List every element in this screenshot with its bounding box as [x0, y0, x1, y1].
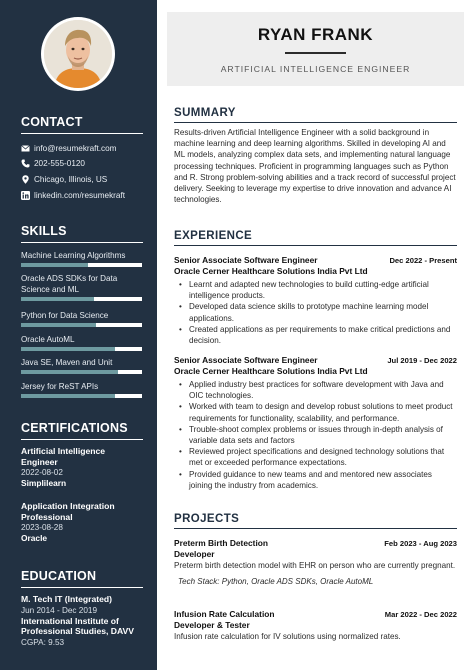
experience-section: [174, 230, 457, 246]
job-header: [174, 355, 457, 366]
main-content: [157, 0, 474, 670]
skill-bar: [21, 347, 142, 351]
certifications-section: [21, 421, 143, 440]
portrait-illustration: [44, 20, 112, 88]
skill-label: Jersey for ReST APIs: [21, 382, 99, 391]
summary-section: [174, 107, 457, 205]
contact-divider: [21, 133, 143, 134]
location-text: Chicago, Illinois, US: [34, 175, 108, 184]
project-description: Preterm birth detection model with EHR on person who are currently pregnant.: [174, 561, 456, 570]
skill-label: Java SE, Maven and Unit: [21, 358, 113, 367]
list-item: • Reviewed project specifications and designed technology solutions that met or exceeded performance expectations.: [174, 446, 457, 468]
skill-item: [21, 310, 142, 327]
skill-bar: [21, 394, 142, 398]
certification-org: Simplilearn: [21, 478, 67, 488]
linkedin-icon: [21, 191, 30, 200]
certifications-heading: CERTIFICATIONS: [21, 421, 128, 435]
projects-divider: [174, 528, 457, 529]
education-heading: EDUCATION: [21, 569, 97, 583]
education-item: [21, 594, 143, 648]
job-company: Oracle Cerner Healthcare Solutions India Pvt Ltd: [174, 366, 368, 376]
project-name: Infusion Rate Calculation: [174, 609, 275, 619]
email-text[interactable]: info@resumekraft.com: [34, 144, 117, 153]
skill-item: [21, 273, 142, 301]
job-dates: Jul 2019 - Dec 2022: [387, 356, 457, 365]
skill-label: Machine Learning Algorithms: [21, 251, 126, 260]
contact-linkedin[interactable]: [21, 191, 125, 200]
projects-heading: PROJECTS: [174, 513, 240, 525]
certification-name: Artificial Intelligence Engineer: [21, 446, 106, 467]
skill-item: [21, 334, 142, 351]
job-role: Senior Associate Software Engineer: [174, 355, 318, 365]
list-item: • Trouble-shoot complex problems or issues through in-depth analysis of variable data sets and factors: [174, 424, 457, 446]
skill-fill: [21, 370, 118, 374]
envelope-icon: [21, 144, 30, 153]
skill-item: [21, 250, 142, 267]
list-item: • Applied industry best practices for software development with Java and OIC technologies.: [174, 379, 457, 401]
skill-bar: [21, 263, 142, 267]
header: [167, 12, 464, 86]
summary-text: Results-driven Artificial Intelligence Engineer with a solid background in machine learning and deep learning algorithms. Skilled in developing AI and ML models, analyzing complex data sets, and implementing natural language processing techniques. Proficient in programming languages such as Python and R. Strong problem-solving abilities and a track record of successful project delivery. Seeking to leverage my expertise to drive innovation and advance AI technologies.: [174, 128, 456, 205]
linkedin-text[interactable]: linkedin.com/resumekraft: [34, 191, 126, 200]
skill-fill: [21, 347, 115, 351]
project-tech-stack: Tech Stack: Python, Oracle ADS SDKs, Oracle AutoML: [178, 577, 374, 587]
job-entry: [174, 355, 457, 491]
certification-org: Oracle: [21, 533, 48, 543]
project-description: Infusion rate calculation for IV solutions using normalized rates.: [174, 632, 401, 641]
education-school: International Institute of Professional Studies, DAVV: [21, 615, 135, 636]
skill-label: Python for Data Science: [21, 311, 109, 320]
certification-item: [21, 446, 143, 489]
project-dates: Mar 2022 - Dec 2022: [384, 610, 457, 619]
education-divider: [21, 587, 143, 588]
contact-phone[interactable]: [21, 159, 85, 168]
skills-heading: SKILLS: [21, 224, 67, 238]
education-dates: Jun 2014 - Dec 2019: [21, 605, 98, 615]
job-role: Senior Associate Software Engineer: [174, 255, 318, 265]
contact-section: [21, 115, 143, 134]
contact-heading: CONTACT: [21, 115, 83, 129]
summary-divider: [174, 122, 457, 123]
skill-label: Oracle ADS SDKs for Data Science and ML: [21, 274, 118, 294]
job-entry: [174, 255, 457, 346]
contact-email[interactable]: [21, 144, 116, 153]
profile-photo: [44, 20, 112, 88]
skill-fill: [21, 394, 115, 398]
skill-item: [21, 381, 142, 398]
list-item: • Developed data science skills to prototype machine learning model applications.: [174, 301, 457, 323]
candidate-name: RYAN FRANK: [257, 25, 374, 44]
skills-divider: [21, 242, 143, 243]
education-degree: M. Tech IT (Integrated): [21, 594, 113, 604]
skill-item: [21, 357, 142, 374]
contact-location: [21, 175, 107, 184]
skill-fill: [21, 263, 88, 267]
job-dates: Dec 2022 - Present: [389, 256, 457, 265]
avatar: [41, 17, 115, 91]
phone-icon: [21, 159, 30, 168]
list-item: • Created applications as per requirements to make critical predictions and decision.: [174, 324, 457, 346]
job-bullets: [174, 379, 457, 491]
experience-divider: [174, 245, 457, 246]
list-item: • Worked with team to design and develop robust solutions to meet product requirements for functionality, scalability, and performance.: [174, 401, 457, 423]
experience-heading: EXPERIENCE: [174, 230, 253, 242]
skill-bar: [21, 297, 142, 301]
project-entry: [174, 538, 457, 587]
project-header: [174, 538, 457, 549]
phone-text[interactable]: 202-555-0120: [34, 159, 85, 168]
job-bullets: [174, 279, 457, 346]
project-role: Developer & Tester: [174, 620, 250, 630]
project-entry: [174, 609, 457, 642]
certification-date: 2023-08-28: [21, 523, 63, 532]
certification-name: Application Integration Professional: [21, 501, 115, 522]
certification-item: [21, 501, 143, 544]
project-name: Preterm Birth Detection: [174, 538, 269, 548]
summary-heading: SUMMARY: [174, 107, 236, 119]
skills-section: [21, 224, 143, 243]
education-section: [21, 569, 143, 588]
skill-fill: [21, 323, 96, 327]
job-header: [174, 255, 457, 266]
name-divider: [285, 52, 346, 54]
certifications-divider: [21, 439, 143, 440]
skill-fill: [21, 297, 94, 301]
job-company: Oracle Cerner Healthcare Solutions India Pvt Ltd: [174, 266, 368, 276]
project-dates: Feb 2023 - Aug 2023: [384, 539, 457, 548]
project-role: Developer: [174, 549, 215, 559]
projects-section: [174, 513, 457, 529]
skill-label: Oracle AutoML: [21, 335, 75, 344]
skill-bar: [21, 323, 142, 327]
list-item: • Learnt and adapted new technologies to build cutting-edge artificial intelligence products.: [174, 279, 457, 301]
candidate-title: ARTIFICIAL INTELLIGENCE ENGINEER: [220, 64, 411, 74]
education-cgpa: CGPA: 9.53: [21, 637, 65, 647]
project-header: [174, 609, 457, 620]
list-item: • Provided guidance to new teams and and mentored new associates joining the industry from academics.: [174, 469, 457, 491]
map-pin-icon: [21, 175, 30, 184]
certification-date: 2022-08-02: [21, 468, 63, 477]
skill-bar: [21, 370, 142, 374]
sidebar: [0, 0, 157, 670]
